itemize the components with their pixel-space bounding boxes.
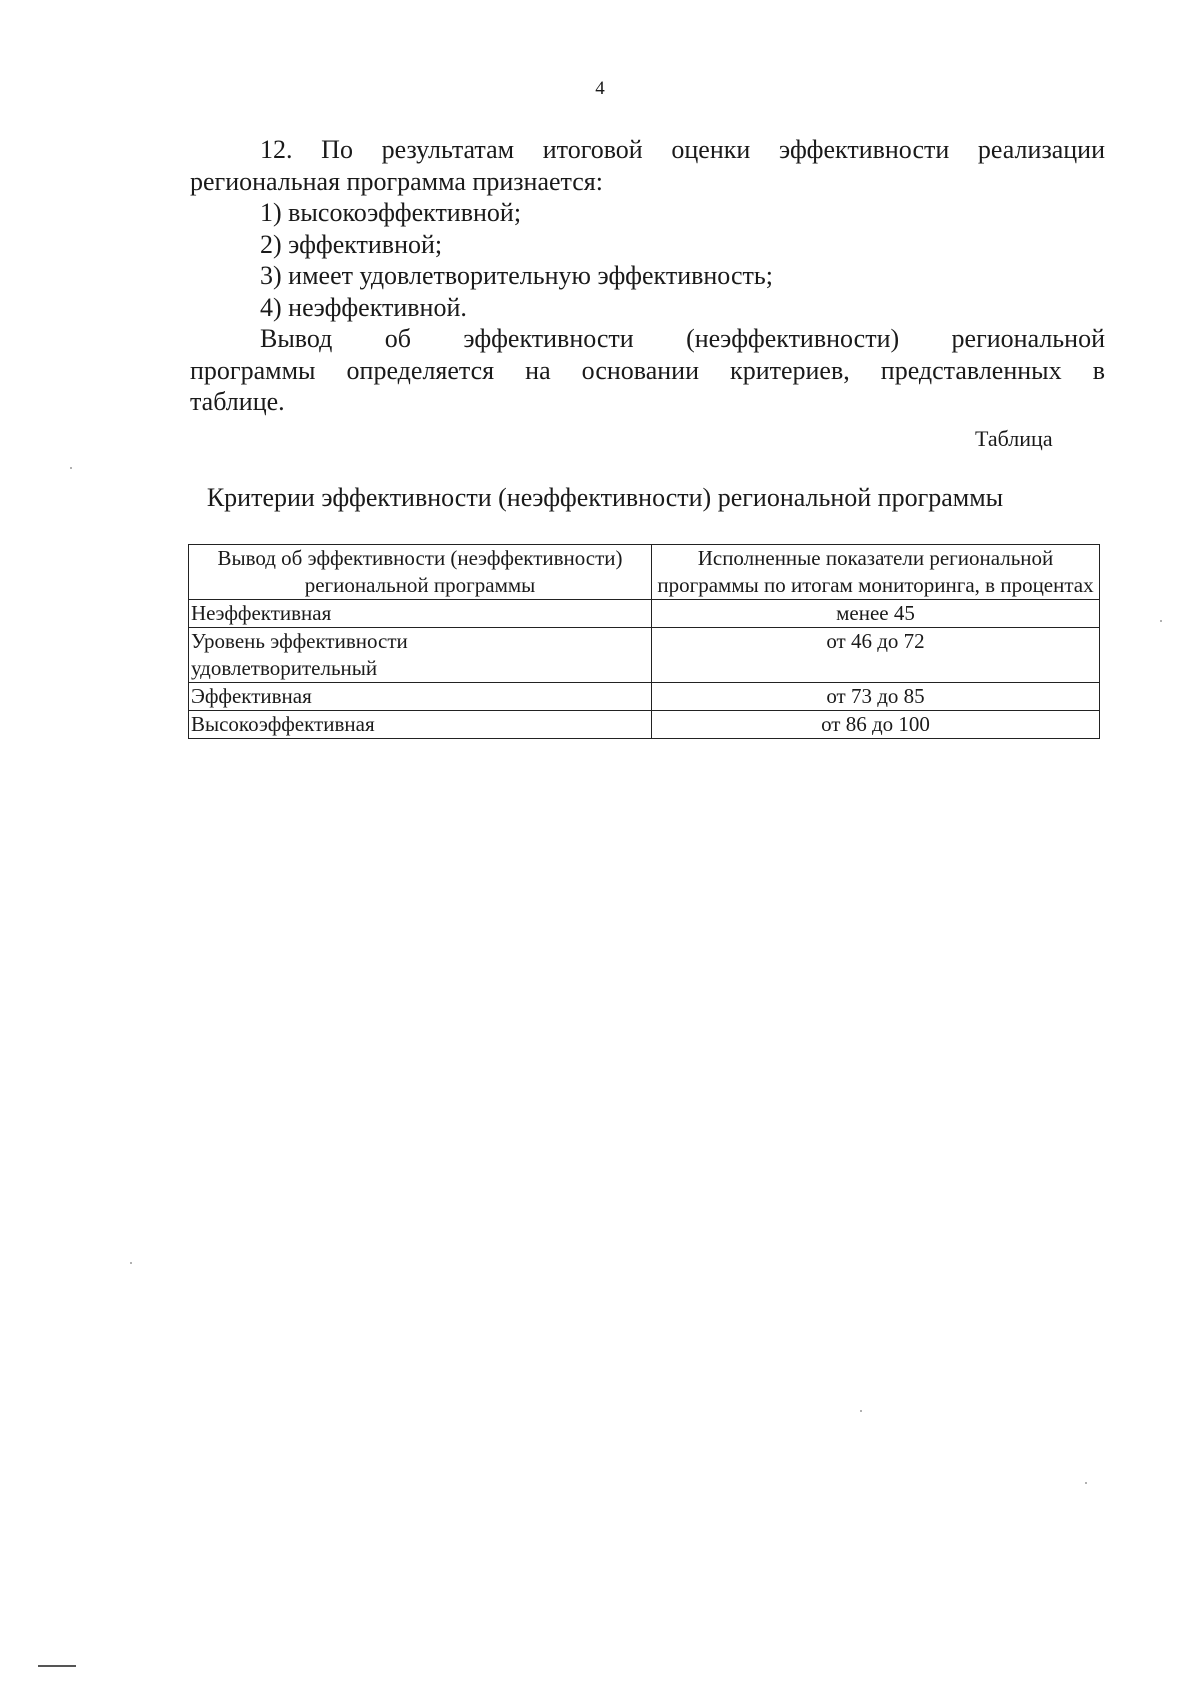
list-item-1: 1) высокоэффективной; (260, 198, 522, 227)
scan-speck (70, 467, 72, 469)
scan-speck (860, 1410, 862, 1412)
scan-speck (1160, 620, 1162, 622)
row-range: от 46 до 72 (652, 628, 1100, 683)
row-conclusion: Неэффективная (189, 600, 652, 628)
conclusion-line-3: таблице. (190, 387, 285, 416)
page-number: 4 (595, 78, 605, 99)
scan-speck (1085, 1482, 1087, 1484)
table-title: Критерии эффективности (неэффективности) региональной программы (206, 483, 1004, 512)
list-item-4: 4) неэффективной. (260, 292, 467, 322)
conclusion-line-2: программы определяется на основании критериев, представленных в (190, 355, 1105, 385)
paragraph-12-line-2: региональная программа признается: (190, 166, 603, 196)
table-row (189, 628, 1100, 683)
list-item-2: 2) эффективной; (260, 229, 443, 259)
paragraph-12-line-1: 12. По результатам итоговой оценки эффективности реализации (260, 135, 1105, 164)
row-range: от 86 до 100 (652, 711, 1100, 739)
table-row (189, 600, 1100, 628)
table-row (189, 683, 1100, 711)
row-conclusion: Уровень эффективности удовлетворительный (189, 628, 652, 683)
conclusion-line-1: Вывод об эффективности (неэффективности) региональной (260, 324, 1105, 353)
row-range: менее 45 (652, 600, 1100, 628)
criteria-table (188, 544, 1100, 739)
table-row (189, 711, 1100, 739)
table-header-row (189, 545, 1100, 600)
header-conclusion: Вывод об эффективности (неэффективности) региональной программы (189, 545, 652, 600)
scan-mark (38, 1665, 76, 1667)
table-label: Таблица (975, 426, 1053, 451)
scan-speck (130, 1262, 132, 1264)
list-item-3: 3) имеет удовлетворительную эффективность; (260, 261, 773, 290)
header-indicators: Исполненные показатели региональной программы по итогам мониторинга, в процентах (652, 545, 1100, 600)
document-body (190, 134, 1105, 418)
row-conclusion: Эффективная (189, 683, 652, 711)
row-conclusion: Высокоэффективная (189, 711, 652, 739)
row-range: от 73 до 85 (652, 683, 1100, 711)
